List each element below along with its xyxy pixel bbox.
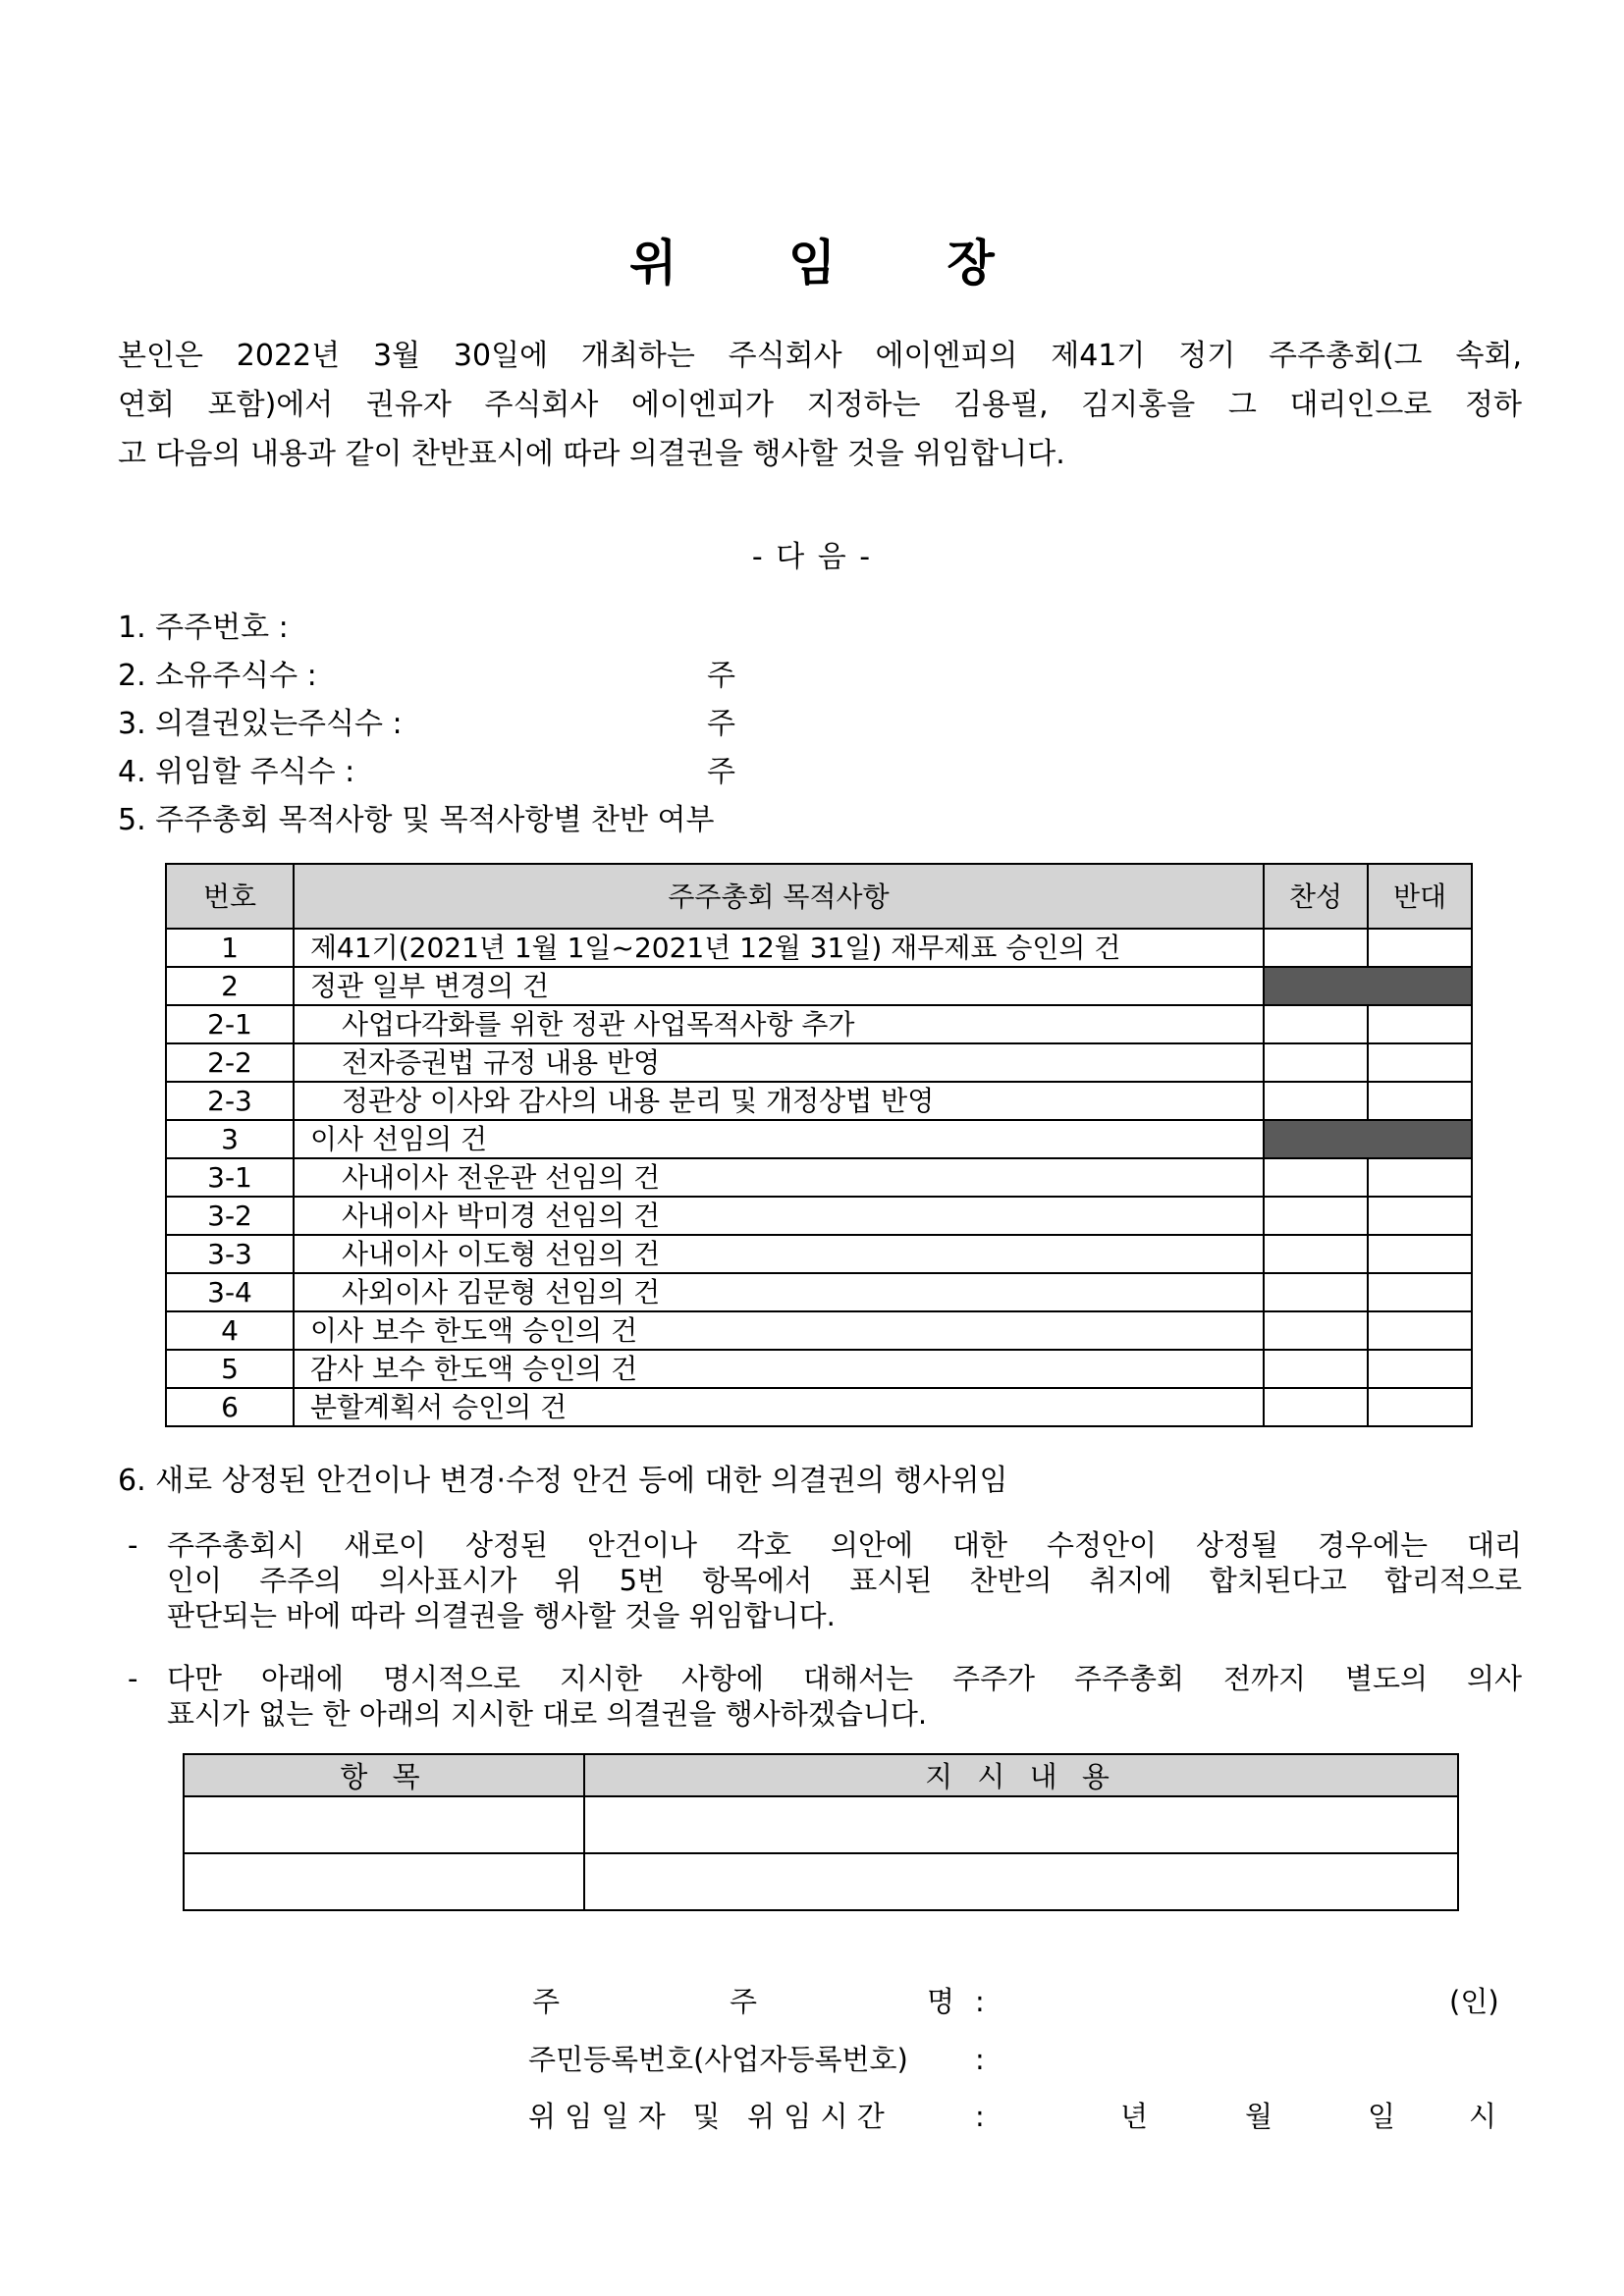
- vote-disabled-cell: [1264, 967, 1472, 1005]
- delegation-paragraph-1: [128, 1527, 1522, 1633]
- agenda-text: 사내이사 박미경 선임의 건: [294, 1197, 1264, 1235]
- list-item: [118, 604, 1512, 652]
- vote-for-cell[interactable]: [1264, 1043, 1368, 1082]
- agenda-text: 정관 일부 변경의 건: [294, 967, 1264, 1005]
- intro-paragraph: [118, 332, 1522, 479]
- shareholder-info-list: [118, 604, 1512, 844]
- vote-against-cell[interactable]: [1368, 1082, 1472, 1120]
- header-against: 반대: [1368, 864, 1472, 929]
- agenda-text: 정관상 이사와 감사의 내용 분리 및 개정상법 반영: [294, 1082, 1264, 1120]
- vote-for-cell[interactable]: [1264, 929, 1368, 967]
- holder-char-1: 주: [532, 1985, 561, 2018]
- table-row: [166, 1311, 1472, 1350]
- vote-against-cell[interactable]: [1368, 1350, 1472, 1388]
- agenda-no: 3-4: [166, 1273, 294, 1311]
- table-row: [166, 1158, 1472, 1197]
- vote-against-cell[interactable]: [1368, 1043, 1472, 1082]
- paragraph-line: [128, 1661, 1522, 1696]
- date-label: 위 임 일 자 및 위 임 시 간: [528, 2100, 885, 2133]
- agenda-text: 사내이사 전운관 선임의 건: [294, 1158, 1264, 1197]
- vote-against-cell[interactable]: [1368, 929, 1472, 967]
- day-unit: 일: [1368, 2100, 1396, 2133]
- agenda-no: 3-1: [166, 1158, 294, 1197]
- table-row: [166, 1120, 1472, 1158]
- agenda-text: 이사 선임의 건: [294, 1120, 1264, 1158]
- signature-holder-line: [528, 1982, 1510, 2021]
- paragraph-line: 표시가 없는 한 아래의 지시한 대로 의결권을 행사하겠습니다.: [167, 1697, 928, 1731]
- hour-unit: 시: [1469, 2100, 1497, 2133]
- item-label: 2. 소유주식수 :: [118, 659, 317, 693]
- agenda-no: 2-1: [166, 1005, 294, 1043]
- agenda-text: 전자증권법 규정 내용 반영: [294, 1043, 1264, 1082]
- item-label: 4. 위임할 주식수 :: [118, 755, 355, 789]
- table-row: [166, 1043, 1472, 1082]
- table-row: [166, 1082, 1472, 1120]
- item-unit: 주: [707, 755, 735, 789]
- paragraph-line: 인이 주주의 의사표시가 위 5번 항목에서 표시된 찬반의 취지에 합치된다고 합리적으로: [167, 1564, 1522, 1597]
- agenda-text: 사외이사 김문형 선임의 건: [294, 1273, 1264, 1311]
- item-label: 3. 의결권있는주식수 :: [118, 707, 403, 741]
- vote-for-cell[interactable]: [1264, 1273, 1368, 1311]
- vote-for-cell[interactable]: [1264, 1082, 1368, 1120]
- agenda-no: 1: [166, 929, 294, 967]
- intro-line-1: 본인은 2022년 3월 30일에 개최하는 주식회사 에이엔피의 제41기 정기 주주총회(그 속회,: [118, 339, 1522, 373]
- agenda-text: 사업다각화를 위한 정관 사업목적사항 추가: [294, 1005, 1264, 1043]
- vote-for-cell[interactable]: [1264, 1005, 1368, 1043]
- agenda-no: 2-3: [166, 1082, 294, 1120]
- agenda-text: 사내이사 이도형 선임의 건: [294, 1235, 1264, 1273]
- table-row: [166, 1197, 1472, 1235]
- section-6-heading: 6. 새로 상정된 안건이나 변경·수정 안건 등에 대한 의결권의 행사위임: [118, 1464, 1008, 1498]
- registration-number-line: [528, 2040, 1510, 2079]
- instruction-table: [183, 1753, 1459, 1911]
- header-subject: 주주총회 목적사항: [294, 864, 1264, 929]
- item-label: 1. 주주번호 :: [118, 611, 289, 645]
- dash-bullet: -: [128, 1528, 138, 1562]
- table-row: [184, 1853, 1458, 1910]
- table-row: [184, 1796, 1458, 1853]
- item-unit: 주: [707, 707, 735, 741]
- table-row: [166, 1388, 1472, 1426]
- paragraph-text: 다만 아래에 명시적으로 지시한 사항에 대해서는 주주가 주주총회 전까지 별도의 의사: [167, 1662, 1522, 1695]
- vote-against-cell[interactable]: [1368, 1005, 1472, 1043]
- vote-against-cell[interactable]: [1368, 1273, 1472, 1311]
- section-heading-dawn: - 다 음 -: [751, 540, 873, 574]
- agenda-text: 분할계획서 승인의 건: [294, 1388, 1264, 1426]
- header-for: 찬성: [1264, 864, 1368, 929]
- intro-line-3: 고 다음의 내용과 같이 찬반표시에 따라 의결권을 행사할 것을 위임합니다.: [118, 437, 1065, 471]
- agenda-no: 3: [166, 1120, 294, 1158]
- agenda-table: [165, 863, 1473, 1427]
- delegation-paragraph-2: [128, 1661, 1522, 1732]
- vote-disabled-cell: [1264, 1120, 1472, 1158]
- year-unit: 년: [1120, 2100, 1149, 2133]
- regno-label: 주민등록번호(사업자등록번호): [528, 2043, 908, 2076]
- agenda-no: 6: [166, 1388, 294, 1426]
- vote-for-cell[interactable]: [1264, 1388, 1368, 1426]
- instruction-header-row: [184, 1754, 1458, 1796]
- paragraph-line: 판단되는 바에 따라 의결권을 행사할 것을 위임합니다.: [167, 1599, 836, 1632]
- regno-colon: :: [975, 2043, 985, 2076]
- intro-line-2: 연회 포함)에서 권유자 주식회사 에이엔피가 지정하는 김용필, 김지홍을 그 대리인으로 정하: [118, 388, 1522, 422]
- agenda-no: 2-2: [166, 1043, 294, 1082]
- agenda-no: 5: [166, 1350, 294, 1388]
- agenda-text: 감사 보수 한도액 승인의 건: [294, 1350, 1264, 1388]
- item-unit: 주: [707, 659, 735, 693]
- table-row: [166, 1005, 1472, 1043]
- dash-bullet: -: [128, 1662, 138, 1695]
- vote-against-cell[interactable]: [1368, 1311, 1472, 1350]
- instruction-content-cell[interactable]: [584, 1853, 1458, 1910]
- paragraph-line: [128, 1527, 1522, 1563]
- seal-mark: (인): [1449, 1985, 1499, 2018]
- vote-for-cell[interactable]: [1264, 1235, 1368, 1273]
- month-unit: 월: [1245, 2100, 1273, 2133]
- agenda-text: 이사 보수 한도액 승인의 건: [294, 1311, 1264, 1350]
- vote-for-cell[interactable]: [1264, 1197, 1368, 1235]
- list-item: [118, 796, 1512, 844]
- instruction-item-cell[interactable]: [184, 1853, 584, 1910]
- header-instruction: 지 시 내 용: [584, 1754, 1458, 1796]
- table-row: [166, 1235, 1472, 1273]
- document-title: 위 임 장: [629, 235, 1042, 292]
- list-item: [118, 652, 1512, 700]
- instruction-content-cell[interactable]: [584, 1796, 1458, 1853]
- agenda-no: 4: [166, 1311, 294, 1350]
- vote-against-cell[interactable]: [1368, 1388, 1472, 1426]
- list-item: [118, 748, 1512, 796]
- agenda-no: 2: [166, 967, 294, 1005]
- holder-colon: :: [975, 1985, 985, 2018]
- agenda-no: 3-3: [166, 1235, 294, 1273]
- vote-against-cell[interactable]: [1368, 1235, 1472, 1273]
- paragraph-text: 주주총회시 새로이 상정된 안건이나 각호 의안에 대한 수정안이 상정될 경우에는 대리: [167, 1528, 1522, 1562]
- vote-for-cell[interactable]: [1264, 1311, 1368, 1350]
- vote-for-cell[interactable]: [1264, 1158, 1368, 1197]
- delegation-date-line: [528, 2097, 1510, 2136]
- vote-against-cell[interactable]: [1368, 1158, 1472, 1197]
- holder-char-3: 명: [927, 1985, 955, 2018]
- table-row: [166, 1350, 1472, 1388]
- table-row: [166, 929, 1472, 967]
- header-item: 항 목: [184, 1754, 584, 1796]
- item-label: 5. 주주총회 목적사항 및 목적사항별 찬반 여부: [118, 803, 715, 837]
- vote-against-cell[interactable]: [1368, 1197, 1472, 1235]
- agenda-text: 제41기(2021년 1월 1일~2021년 12월 31일) 재무제표 승인의 건: [294, 929, 1264, 967]
- table-row: [166, 1273, 1472, 1311]
- header-no: 번호: [166, 864, 294, 929]
- vote-for-cell[interactable]: [1264, 1350, 1368, 1388]
- holder-char-2: 주: [730, 1985, 758, 2018]
- agenda-no: 3-2: [166, 1197, 294, 1235]
- table-row: [166, 967, 1472, 1005]
- agenda-header-row: [166, 864, 1472, 929]
- date-colon: :: [975, 2100, 985, 2133]
- instruction-item-cell[interactable]: [184, 1796, 584, 1853]
- list-item: [118, 700, 1512, 748]
